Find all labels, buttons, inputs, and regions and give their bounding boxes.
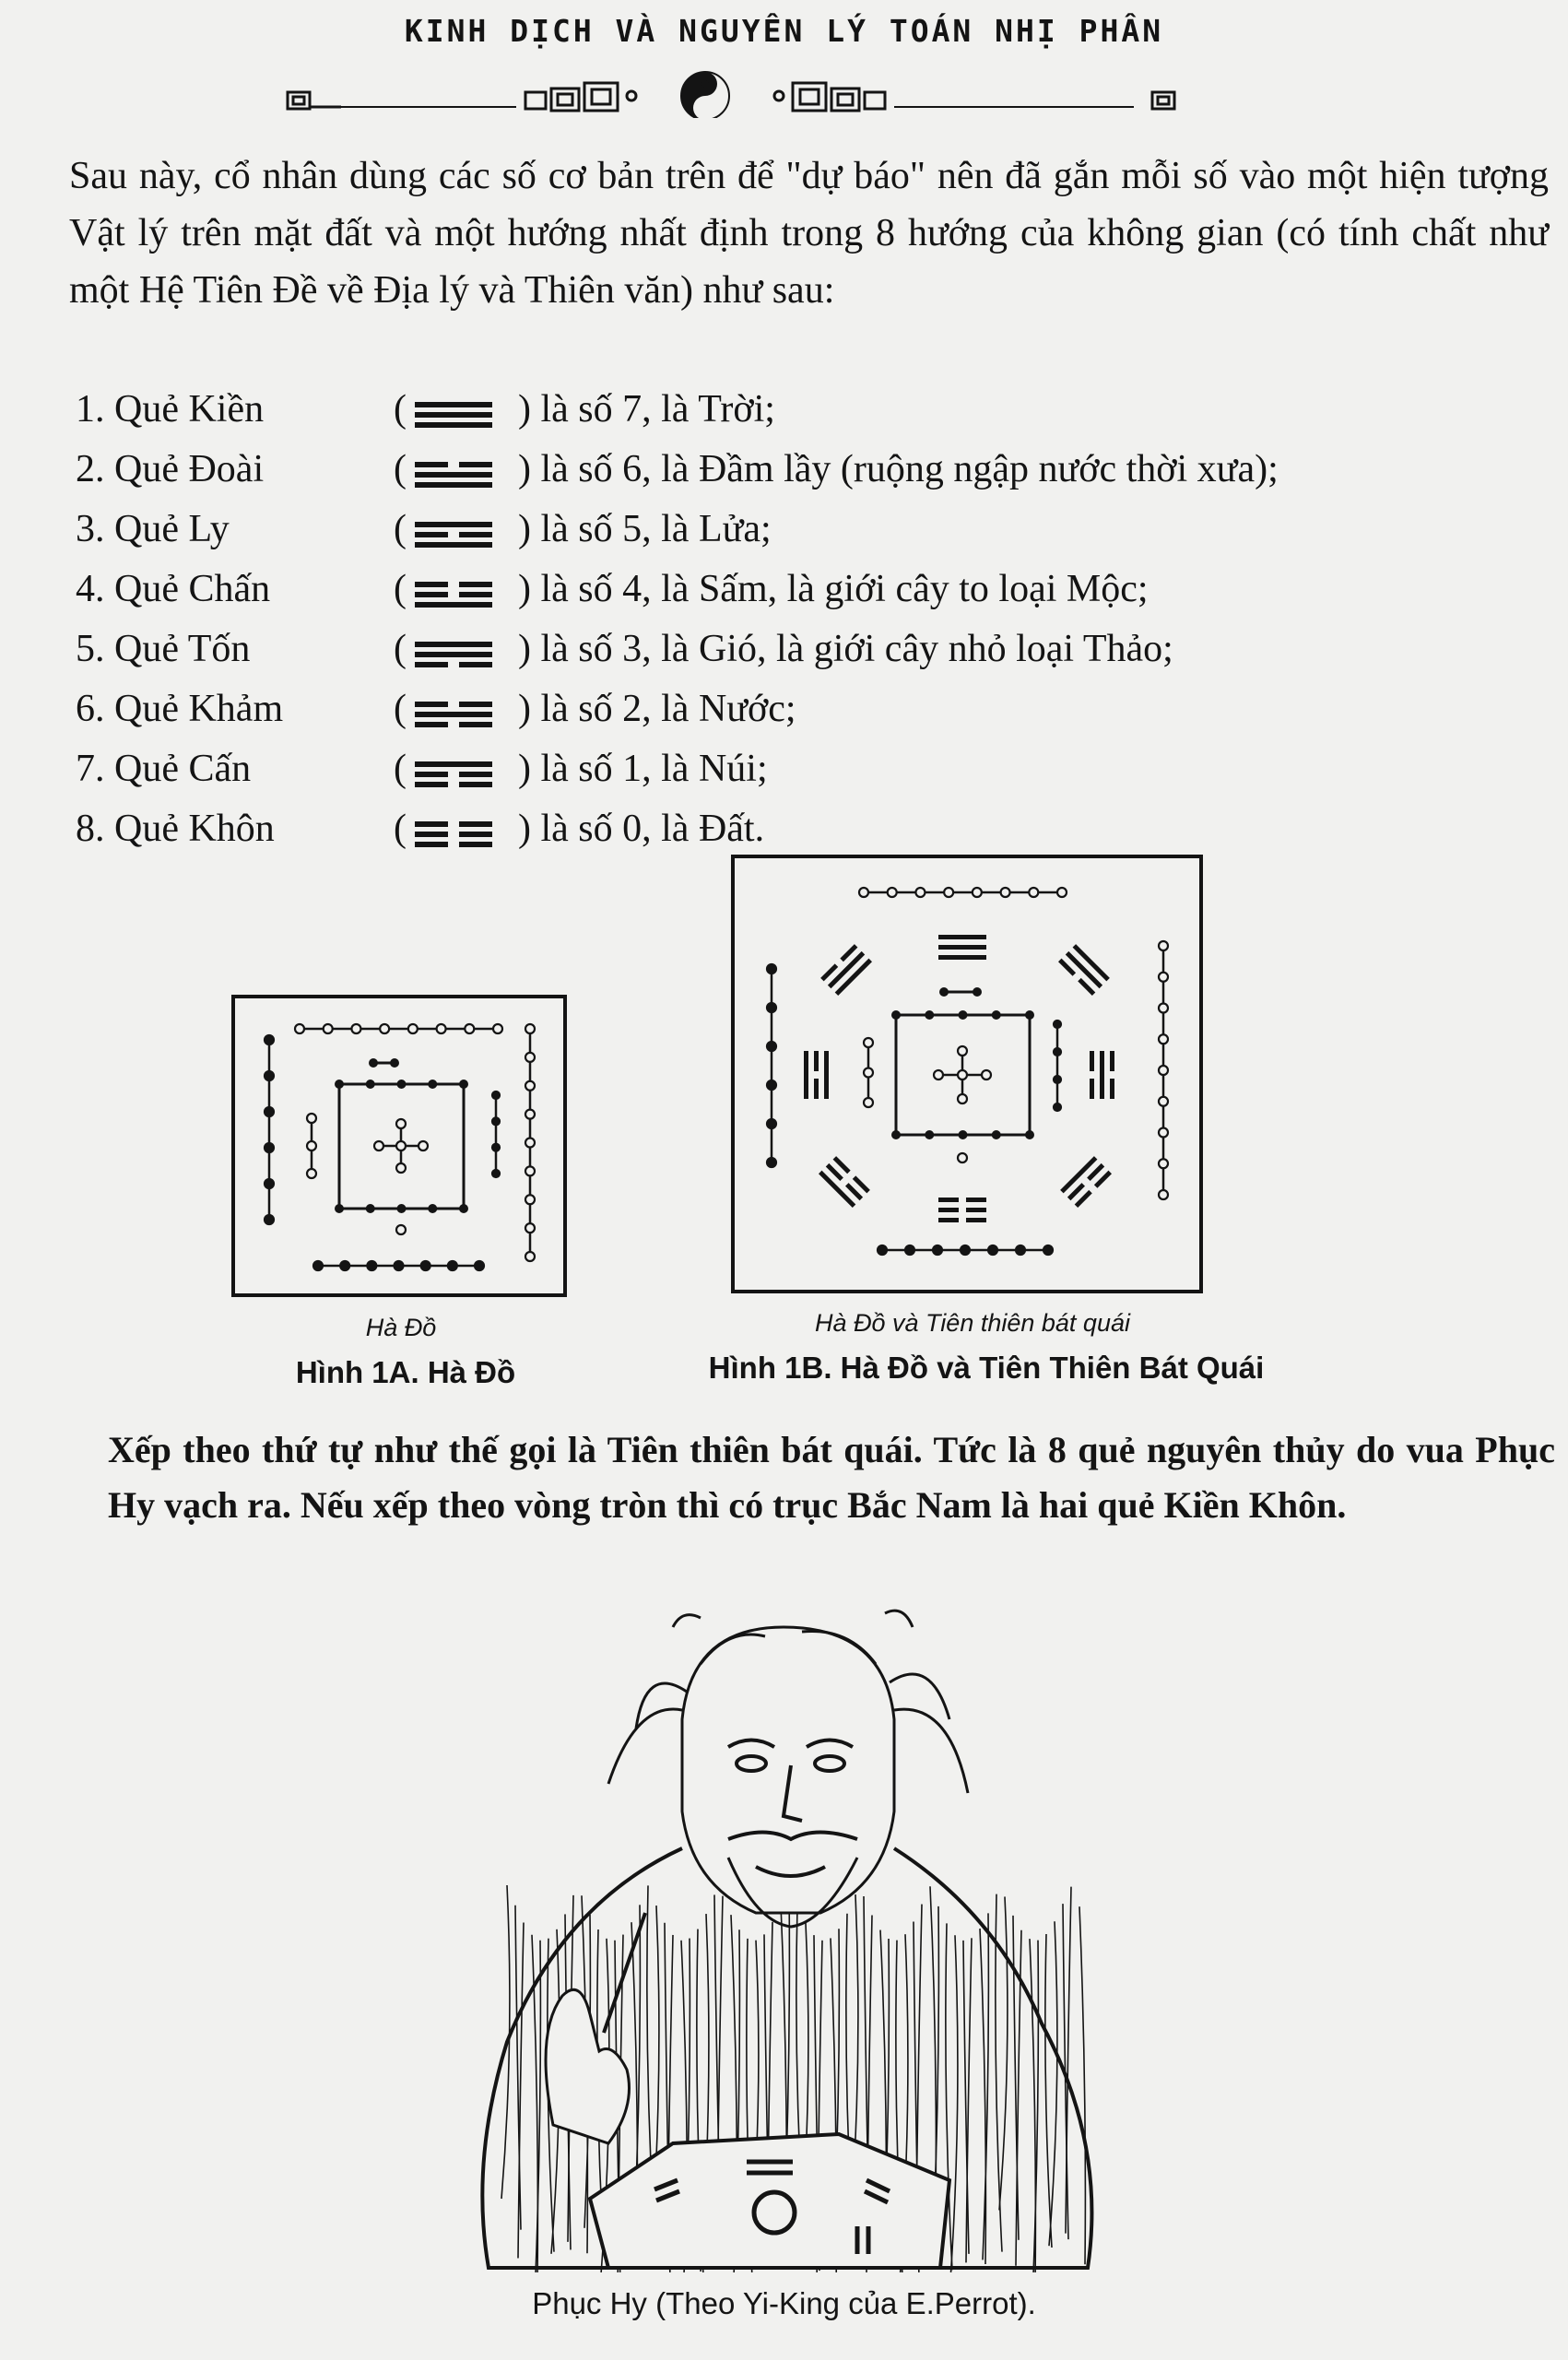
- hatch-line: [966, 1938, 972, 2262]
- trigram-description: ) là số 5, là Lửa;: [518, 508, 772, 550]
- hatch-line: [1032, 1941, 1038, 2272]
- ha-do-dot: [1159, 1159, 1168, 1168]
- ha-do-dot: [351, 1024, 360, 1033]
- ha-do-dot: [864, 1038, 873, 1047]
- ha-do-dot: [973, 888, 982, 897]
- hatch-line: [1079, 1906, 1085, 2264]
- intro-paragraph: Sau này, cổ nhân dùng các số cơ bản trên để "dự báo" nên đã gắn mỗi số vào một hiện tượng Vật lý trên mặt đất và một hướng nhất định trong 8 hướng của không gian (có tính chất như một Hệ Tiên Đề về Địa lý và Thiên văn) như sau:: [69, 155, 1549, 312]
- ha-do-dot: [313, 1261, 323, 1270]
- trigram-symbol: (: [394, 560, 504, 620]
- figure-1b-caption: Hình 1B. Hà Đồ và Tiên Thiên Bát Quái: [708, 1351, 1265, 1385]
- trigram-icon: [409, 394, 501, 431]
- ha-do-dot: [958, 1070, 967, 1080]
- ha-do-dot: [367, 1261, 376, 1270]
- trigram-icon: [409, 513, 501, 550]
- trigram-mark: [1058, 944, 1110, 996]
- ha-do-dot: [366, 1080, 375, 1089]
- trigram-row: [76, 739, 1514, 799]
- trigram-row: [76, 380, 1514, 440]
- yin-yang-icon: [681, 72, 729, 118]
- portrait-caption: Phục Hy (Theo Yi-King của E.Perrot).: [532, 2286, 1036, 2320]
- ha-do-dot: [992, 1010, 1001, 1020]
- figure-1a-caption: Hình 1A. Hà Đồ: [295, 1355, 516, 1389]
- ha-do-dot: [1159, 1190, 1168, 1199]
- trigram-mark: [819, 1156, 870, 1208]
- trigram-mark: [804, 1051, 829, 1099]
- ha-do-dot: [492, 1092, 500, 1099]
- ha-do-dot: [878, 1245, 887, 1255]
- trigram-icon: [409, 753, 501, 790]
- ha-do-dot: [525, 1024, 535, 1033]
- hatch-line: [515, 1906, 521, 2230]
- trigram-description: ) là số 3, là Gió, là giới cây nhỏ loại Thảo;: [518, 628, 1173, 670]
- hatch-line: [1045, 1934, 1052, 2248]
- trigram-symbol: (: [394, 739, 504, 799]
- ha-do-dot: [265, 1215, 274, 1224]
- ha-do-dot: [396, 1141, 406, 1150]
- trigram-label: 3. Quẻ Ly: [76, 508, 230, 550]
- ha-do-dot: [525, 1223, 535, 1233]
- ha-do-dot: [1054, 1076, 1061, 1083]
- ha-do-dot: [380, 1024, 389, 1033]
- ha-do-dot: [767, 1080, 776, 1090]
- ha-do-dot: [767, 1003, 776, 1012]
- trigram-row: [76, 679, 1514, 739]
- trigram-mark: [1090, 1051, 1114, 1099]
- ha-do-dot: [1043, 1245, 1053, 1255]
- trigram-label: 7. Quẻ Cấn: [76, 748, 252, 790]
- trigram-icon: [409, 573, 501, 610]
- ha-do-dot: [988, 1245, 997, 1255]
- ornamental-rule-icon: [277, 63, 1198, 118]
- ha-do-dot: [525, 1081, 535, 1091]
- fuxi-portrait-image: [452, 1609, 1115, 2277]
- ha-do-diagram-icon: [230, 994, 572, 1298]
- ha-do-dot: [767, 1158, 776, 1167]
- ha-do-dot: [982, 1070, 991, 1080]
- ha-do-dot: [525, 1166, 535, 1175]
- ha-do-dot: [1159, 1128, 1168, 1138]
- trigram-label: 4. Quẻ Chấn: [76, 568, 271, 610]
- ha-do-dot: [944, 888, 953, 897]
- hatch-line: [999, 1896, 1008, 2210]
- ha-do-dot: [959, 1010, 968, 1020]
- hatch-line: [1066, 1887, 1071, 2234]
- ha-do-dot: [395, 1261, 404, 1270]
- ha-do-dot: [864, 1098, 873, 1107]
- ha-do-dot: [1057, 888, 1067, 897]
- trigram-icon: [409, 633, 501, 670]
- ha-do-dot: [307, 1169, 316, 1178]
- ha-do-dot: [1029, 888, 1038, 897]
- ha-do-dot: [265, 1179, 274, 1188]
- trigram-label: 5. Quẻ Tốn: [76, 628, 251, 670]
- ha-do-dot: [265, 1107, 274, 1116]
- trigram-label: 1. Quẻ Kiền: [76, 388, 265, 431]
- trigram-symbol: (: [394, 799, 504, 859]
- ha-do-dot: [492, 1117, 500, 1125]
- trigram-label: 2. Quẻ Đoài: [76, 448, 265, 490]
- ha-do-dot: [459, 1204, 468, 1213]
- ha-do-dot: [525, 1053, 535, 1062]
- ha-do-dot: [324, 1024, 333, 1033]
- ha-do-dot: [340, 1261, 349, 1270]
- trigram-row: [76, 560, 1514, 620]
- trigram-row: [76, 500, 1514, 560]
- trigram-symbol: (: [394, 679, 504, 739]
- trigram-mark: [1060, 1156, 1112, 1208]
- trigram-mark: [938, 935, 986, 960]
- figure-1b-inner-caption: Hà Đồ và Tiên thiên bát quái: [815, 1309, 1130, 1337]
- ha-do-dot: [335, 1080, 344, 1089]
- ha-do-dot: [958, 1094, 967, 1103]
- ha-do-dot: [396, 1163, 406, 1173]
- ha-do-dot: [925, 1130, 934, 1139]
- fuxi-portrait-icon: [452, 1609, 1115, 2272]
- ha-do-dot: [492, 1144, 500, 1151]
- trigram-symbol: (: [394, 500, 504, 560]
- hatch-line: [949, 1935, 958, 2272]
- trigram-description: ) là số 0, là Đất.: [518, 808, 765, 850]
- ha-do-dot: [1025, 1130, 1034, 1139]
- ha-do-dot: [307, 1141, 316, 1150]
- ha-do-dot: [1025, 1010, 1034, 1020]
- ha-do-dot: [1001, 888, 1010, 897]
- ha-do-dot: [366, 1204, 375, 1213]
- figure-1a: [230, 994, 572, 1298]
- ha-do-dot: [1159, 973, 1168, 982]
- figure-1a-inner-caption: Hà Đồ: [365, 1314, 437, 1341]
- ha-do-dot: [1054, 1103, 1061, 1111]
- ha-do-dot: [465, 1024, 474, 1033]
- ha-do-dot: [864, 1068, 873, 1078]
- ha-do-dot: [767, 964, 776, 974]
- ha-do-dot: [335, 1204, 344, 1213]
- ha-do-dot: [1159, 941, 1168, 950]
- ha-do-dot: [295, 1024, 304, 1033]
- trigram-label: 8. Quẻ Khôn: [76, 808, 275, 850]
- figure-1b: [730, 854, 1205, 1294]
- trigram-mark: [820, 944, 872, 996]
- ha-do-dot: [1159, 1004, 1168, 1013]
- trigram-description: ) là số 1, là Núi;: [518, 748, 768, 790]
- ha-do-dot: [767, 1119, 776, 1128]
- ha-do-dot: [428, 1080, 437, 1089]
- ha-do-dot: [448, 1261, 457, 1270]
- ha-do-dot: [933, 1245, 942, 1255]
- trigram-row: [76, 440, 1514, 500]
- running-title: KINH DỊCH VÀ NGUYÊN LÝ TOÁN NHỊ PHÂN: [404, 13, 1164, 49]
- ha-do-dot: [419, 1141, 428, 1150]
- ha-do-dot: [1054, 1048, 1061, 1056]
- trigram-description: ) là số 7, là Trời;: [518, 388, 775, 431]
- ha-do-dot: [1159, 1034, 1168, 1044]
- ha-do-dot: [374, 1141, 383, 1150]
- ha-do-dot: [767, 1042, 776, 1051]
- ha-do-dot: [307, 1114, 316, 1123]
- ha-do-dot: [905, 1245, 914, 1255]
- ha-do-dot: [492, 1170, 500, 1177]
- ha-do-dot: [493, 1024, 502, 1033]
- ha-do-dot: [1159, 1066, 1168, 1075]
- ha-do-dot: [961, 1245, 970, 1255]
- ha-do-dot: [1054, 1021, 1061, 1028]
- ha-do-dot: [525, 1139, 535, 1148]
- ha-do-dot: [397, 1204, 407, 1213]
- ha-do-dot: [992, 1130, 1001, 1139]
- ha-do-dot: [525, 1195, 535, 1204]
- trigram-symbol: (: [394, 380, 504, 440]
- ha-do-dot: [265, 1143, 274, 1152]
- trigram-description: ) là số 2, là Nước;: [518, 688, 796, 730]
- trigram-list: [76, 380, 1514, 859]
- trigram-description: ) là số 6, là Đầm lầy (ruộng ngập nước thời xưa);: [518, 448, 1279, 490]
- trigram-row: [76, 799, 1514, 859]
- ha-do-dot: [891, 1130, 901, 1139]
- ha-do-dot: [934, 1070, 943, 1080]
- ha-do-dot: [1159, 1097, 1168, 1106]
- ha-do-dot: [891, 1010, 901, 1020]
- ha-do-dot: [265, 1035, 274, 1044]
- ha-do-dot: [396, 1119, 406, 1128]
- trigram-label: 6. Quẻ Khảm: [76, 688, 284, 730]
- trigram-symbol: (: [394, 620, 504, 679]
- ha-do-dot: [397, 1080, 407, 1089]
- ha-do-tien-thien-diagram-icon: [730, 854, 1205, 1294]
- trigram-icon: [409, 813, 501, 850]
- ha-do-dot: [925, 1010, 934, 1020]
- ha-do-dot: [459, 1080, 468, 1089]
- trigram-description: ) là số 4, là Sấm, là giới cây to loại Mộc;: [518, 568, 1149, 610]
- trigram-symbol: (: [394, 440, 504, 500]
- page-header: [0, 0, 1568, 138]
- ha-do-dot: [888, 888, 897, 897]
- ha-do-dot: [958, 1046, 967, 1056]
- ha-do-dot: [408, 1024, 418, 1033]
- ha-do-dot: [475, 1261, 484, 1270]
- ha-do-dot: [428, 1204, 437, 1213]
- second-paragraph: Xếp theo thứ tự như thế gọi là Tiên thiên bát quái. Tức là 8 quẻ nguyên thủy do vua Phục Hy vạch ra. Nếu xếp theo vòng tròn thì có trục Bắc Nam là hai quẻ Kiền Khôn.: [108, 1429, 1555, 1526]
- ha-do-dot: [525, 1110, 535, 1119]
- ha-do-dot: [915, 888, 925, 897]
- ha-do-dot: [859, 888, 868, 897]
- ha-do-dot: [525, 1252, 535, 1261]
- ha-do-dot: [437, 1024, 446, 1033]
- trigram-row: [76, 620, 1514, 679]
- trigram-icon: [409, 454, 501, 490]
- ha-do-dot: [265, 1071, 274, 1080]
- ha-do-dot: [1016, 1245, 1025, 1255]
- ha-do-dot: [959, 1130, 968, 1139]
- ha-do-dot: [421, 1261, 430, 1270]
- trigram-icon: [409, 693, 501, 730]
- trigram-mark: [938, 1198, 986, 1222]
- hatch-line: [1049, 1921, 1057, 2246]
